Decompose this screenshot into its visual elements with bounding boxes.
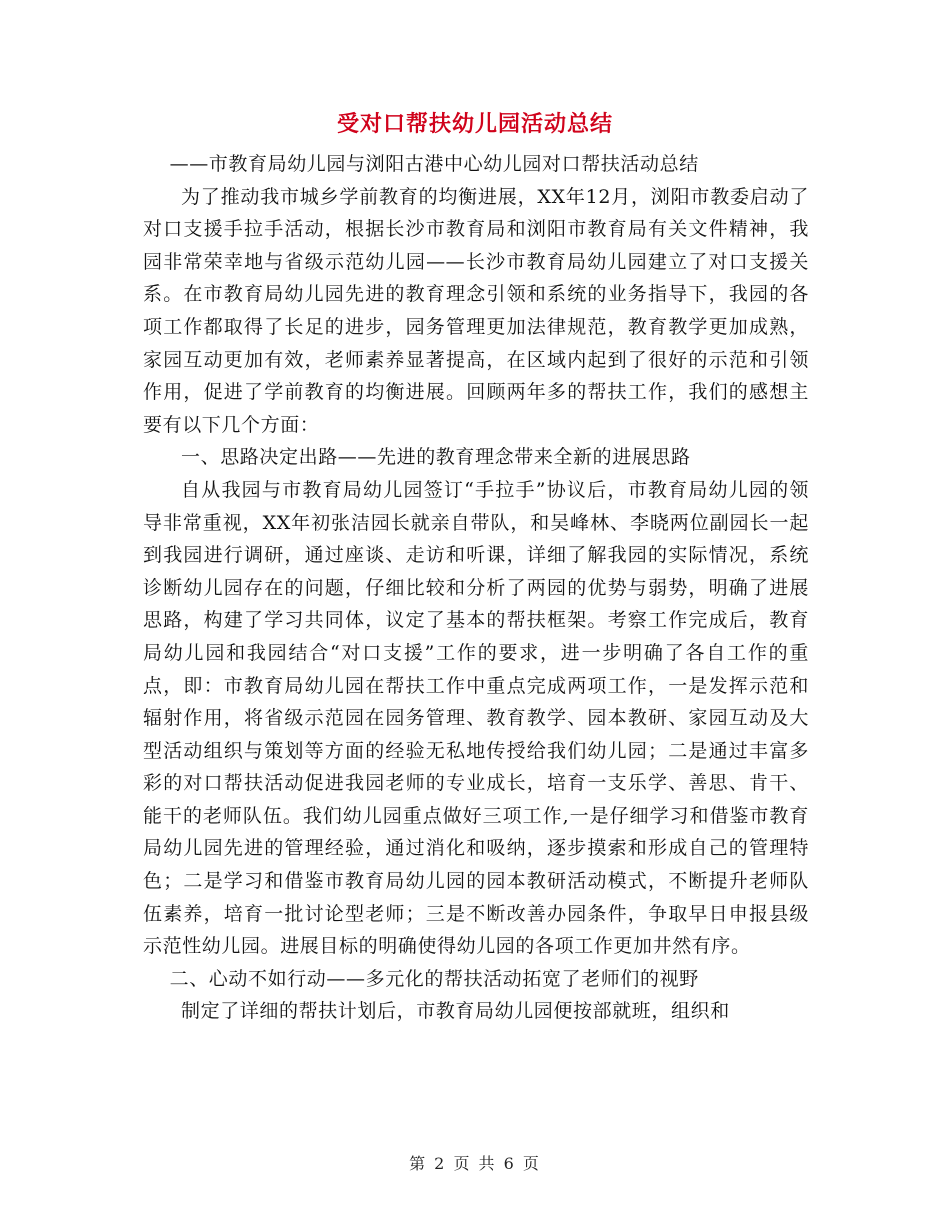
document-subtitle: ——市教育局幼儿园与浏阳古港中心幼儿园对口帮扶活动总结 xyxy=(169,153,699,175)
page-footer: 第 2 页 共 6 页 xyxy=(409,1154,541,1173)
paragraph-section-2: 制定了详细的帮扶计划后，市教育局幼儿园便按部就班，组织和 xyxy=(181,1000,730,1023)
document-body xyxy=(143,148,809,1028)
paragraph-intro: 为了推动我市城乡学前教育的均衡进展，XX年12月，浏阳市教委启动了对口支援手拉手活动，根据长沙市教育局和浏阳市教育局有关文件精神，我园非常荣幸地与省级示范幼儿园——长沙市教育局幼儿园建立了对口支援关系。在市教育局幼儿园先进的教育理念引领和系统的业务指导下，我园的各项工作都取得了长足的进步，园务管理更加法律规范，教育教学更加成熟，家园互动更加有效，老师素养显著提高，在区域内起到了很好的示范和引领作用，促进了学前教育的均衡进展。回顾两年多的帮扶工作，我们的感想主要有以下几个方面： xyxy=(143,185,809,436)
paragraph-section-1: 自从我园与市教育局幼儿园签订“手拉手”协议后，市教育局幼儿园的领导非常重视，XX年初张洁园长就亲自带队，和吴峰林、李晓两位副园长一起到我园进行调研，通过座谈、走访和听课，详细了解我园的实际情况，系统诊断幼儿园存在的问题，仔细比较和分析了两园的优势与弱势，明确了进展思路，构建了学习共同体，议定了基本的帮扶框架。考察工作完成后，教育局幼儿园和我园结合“对口支援”工作的要求，进一步明确了各自工作的重点，即：市教育局幼儿园在帮扶工作中重点完成两项工作，一是发挥示范和辐射作用，将省级示范园在园务管理、教育教学、园本教研、家园互动及大型活动组织与策划等方面的经验无私地传授给我们幼儿园；二是通过丰富多彩的对口帮扶活动促进我园老师的专业成长，培育一支乐学、善思、肯干、能干的老师队伍。我们幼儿园重点做好三项工作,一是仔细学习和借鉴市教育局幼儿园先进的管理经验，通过消化和吸纳，逐步摸索和形成自己的管理特色；二是学习和借鉴市教育局幼儿园的园本教研活动模式，不断提升老师队伍素养，培育一批讨论型老师；三是不断改善办园条件，争取早日申报县级示范性幼儿园。进展目标的明确使得幼儿园的各项工作更加井然有序。 xyxy=(143,478,809,958)
section-heading-1: 一、思路决定出路——先进的教育理念带来全新的进展思路 xyxy=(181,446,691,469)
section-heading-2: 二、心动不如行动——多元化的帮扶活动拓宽了老师们的视野 xyxy=(169,967,699,990)
document-title: 受对口帮扶幼儿园活动总结 xyxy=(336,112,613,137)
